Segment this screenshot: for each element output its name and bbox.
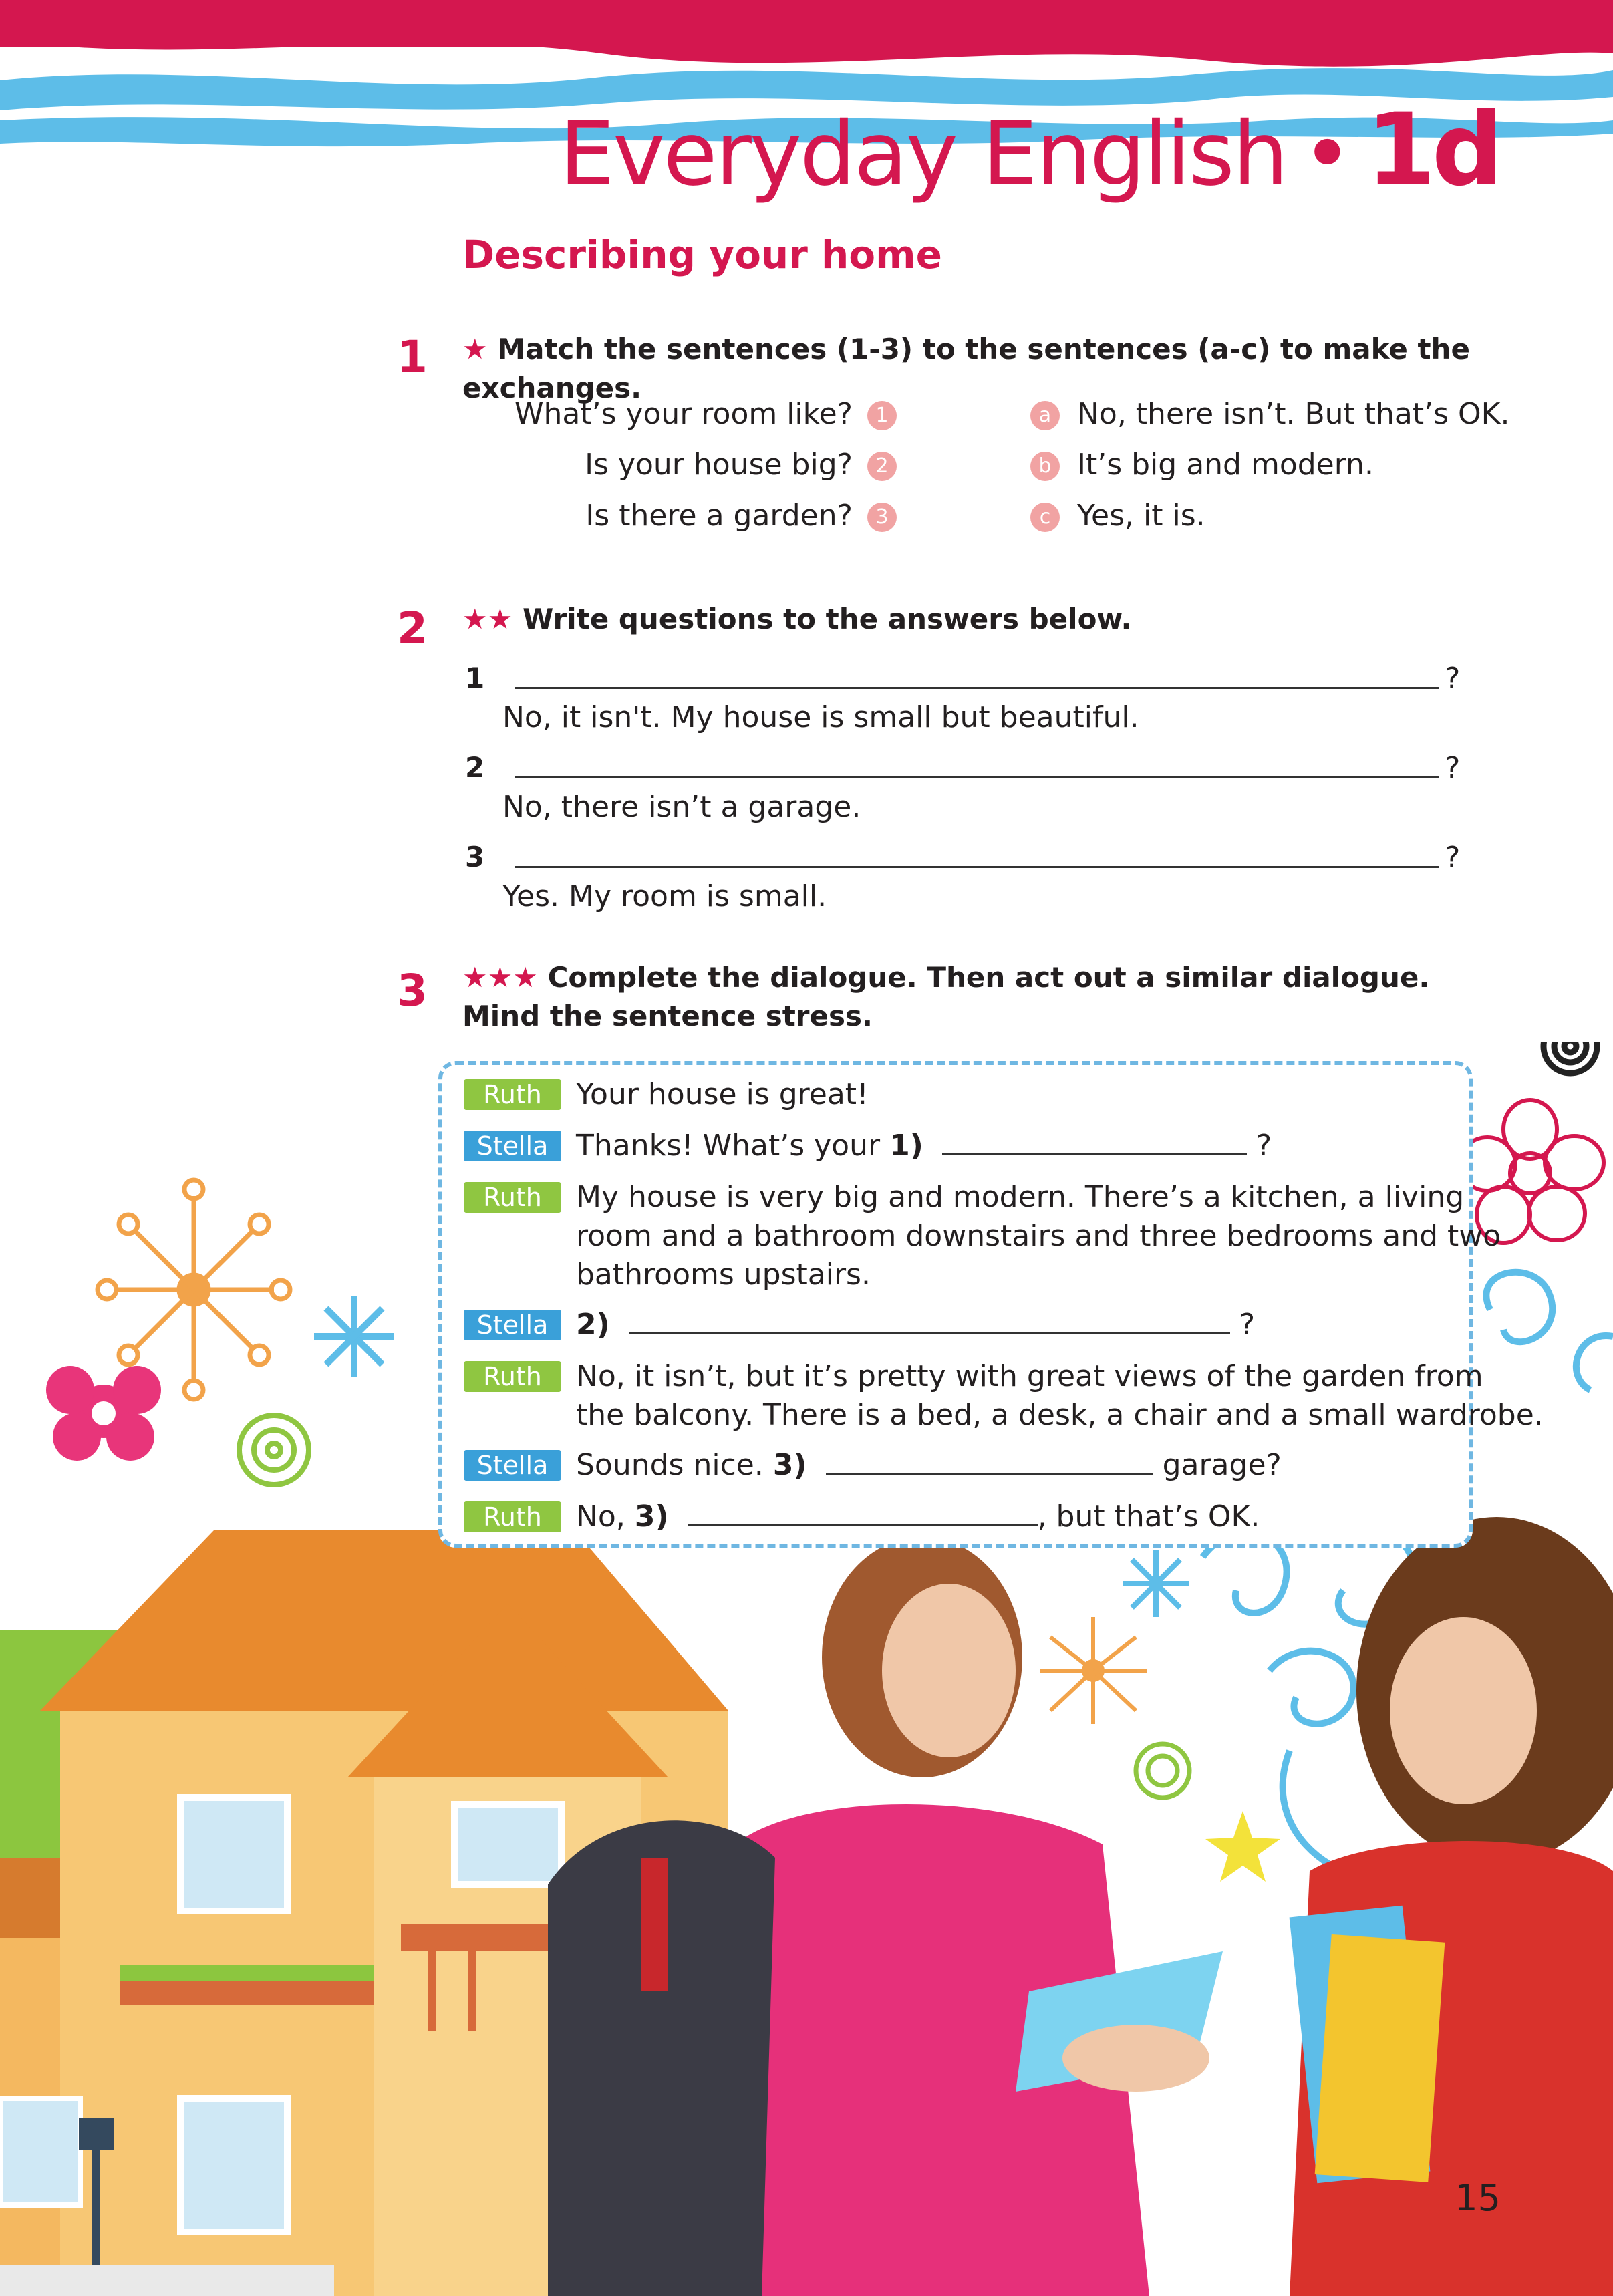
dialogue-text: , but that’s OK. (1037, 1499, 1260, 1534)
dialogue-line (576, 1497, 1260, 1536)
difficulty-stars: ★★★ (462, 961, 538, 994)
blue-star-decoration (314, 1296, 394, 1377)
question-mark: ? (1445, 841, 1461, 875)
gap-number: 1) (889, 1129, 923, 1163)
dialogue-line: room and a bathroom downstairs and three bedrooms and two (576, 1219, 1501, 1253)
dialogue-gap-3[interactable] (826, 1450, 1153, 1475)
question-mark: ? (1445, 751, 1461, 785)
green-spiral-decoration (1136, 1744, 1189, 1798)
orange-small-flower-decoration (1040, 1617, 1147, 1724)
match-left-2 (585, 450, 853, 480)
instruction-text: Complete the dialogue. Then act out a similar dialogue. Mind the sentence stress. (462, 961, 1430, 1032)
dialogue-text: ? (1256, 1129, 1272, 1163)
speaker-tag-stella: Stella (464, 1310, 561, 1340)
title-text: Everyday English (559, 103, 1287, 206)
match-left-text: What’s your room like? (514, 397, 853, 431)
exercise-3-instruction (462, 958, 1478, 1036)
dialogue-line (576, 1127, 1272, 1165)
dialogue-text: garage? (1162, 1448, 1282, 1482)
question-number: 1 (465, 662, 485, 694)
dialogue-line (576, 1306, 1255, 1344)
match-left-text: Is there a garden? (585, 498, 853, 533)
match-right-marker-b[interactable]: b (1030, 452, 1060, 481)
question-number: 2 (465, 751, 485, 784)
match-left-3 (585, 498, 853, 533)
exercise-2-number: 2 (397, 603, 428, 654)
speaker-tag-ruth: Ruth (464, 1501, 561, 1532)
dialogue-text: No, (576, 1499, 625, 1534)
page-number: 15 (1455, 2177, 1501, 2219)
girl-right-illustration (1290, 1517, 1613, 2296)
dialogue-line: No, it isn’t, but it’s pretty with great views of the garden from (576, 1359, 1483, 1393)
given-answer: Yes. My room is small. (502, 879, 827, 913)
dialogue-line: Your house is great! (576, 1077, 869, 1111)
gap-number: 3) (634, 1499, 669, 1534)
blue-star-decoration (1123, 1550, 1189, 1617)
speaker-tag-stella: Stella (464, 1450, 561, 1481)
unit-label: 1d (1366, 92, 1499, 208)
speaker-tag-ruth: Ruth (464, 1182, 561, 1213)
speaker-tag-ruth: Ruth (464, 1079, 561, 1110)
yellow-star-decoration (1205, 1811, 1280, 1882)
question-answer-line[interactable] (515, 687, 1439, 689)
page-title (559, 92, 1499, 208)
dialogue-gap-1[interactable] (942, 1131, 1247, 1155)
match-left-marker-2[interactable]: 2 (867, 452, 897, 481)
dialogue-line: the balcony. There is a bed, a desk, a chair and a small wardrobe. (576, 1398, 1544, 1432)
speaker-tag-stella: Stella (464, 1131, 561, 1161)
gap-number: 2) (576, 1308, 610, 1342)
question-mark: ? (1445, 662, 1461, 696)
exercise-1-number: 1 (397, 331, 428, 383)
difficulty-stars: ★ (462, 333, 488, 366)
section-subtitle: Describing your home (462, 232, 942, 277)
instruction-text: Match the sentences (1-3) to the sentences (a-c) to make the exchanges. (462, 333, 1470, 404)
given-answer: No, there isn’t a garage. (502, 790, 861, 824)
spiral-decoration (1544, 1042, 1597, 1073)
exercise-1-instruction (462, 330, 1505, 408)
dialogue-line: My house is very big and modern. There’s a kitchen, a living (576, 1180, 1465, 1214)
dialogue-text: ? (1239, 1308, 1256, 1342)
match-left-text: Is your house big? (585, 448, 853, 482)
dialogue-line (576, 1446, 1282, 1485)
match-right-b: It’s big and modern. (1077, 448, 1374, 482)
speaker-tag-ruth: Ruth (464, 1361, 561, 1392)
dialogue-gap-4[interactable] (688, 1501, 1038, 1526)
instruction-text: Write questions to the answers below. (522, 603, 1132, 635)
match-right-marker-a[interactable]: a (1030, 401, 1060, 430)
match-left-marker-1[interactable]: 1 (867, 401, 897, 430)
given-answer: No, it isn't. My house is small but beautiful. (502, 700, 1139, 734)
dialogue-gap-2[interactable] (629, 1310, 1230, 1334)
title-separator: • (1301, 103, 1352, 206)
orange-flower-decoration (98, 1180, 290, 1399)
exercise-2-instruction (462, 600, 1505, 639)
difficulty-stars: ★★ (462, 603, 513, 635)
pink-flower-decoration (46, 1366, 161, 1461)
green-spiral-decoration (239, 1415, 309, 1485)
match-right-c: Yes, it is. (1077, 498, 1205, 533)
dialogue-text: Thanks! What’s your (576, 1129, 881, 1163)
match-left-marker-3[interactable]: 3 (867, 503, 897, 532)
match-right-a: No, there isn’t. But that’s OK. (1077, 397, 1510, 431)
match-right-marker-c[interactable]: c (1030, 503, 1060, 532)
question-number: 3 (465, 841, 485, 873)
dialogue-text: Sounds nice. (576, 1448, 764, 1482)
match-left-1 (514, 397, 853, 431)
exercise-3-number: 3 (397, 965, 428, 1016)
question-answer-line[interactable] (515, 866, 1439, 868)
question-answer-line[interactable] (515, 776, 1439, 778)
gap-number: 3) (772, 1448, 807, 1482)
dialogue-line: bathrooms upstairs. (576, 1258, 871, 1292)
